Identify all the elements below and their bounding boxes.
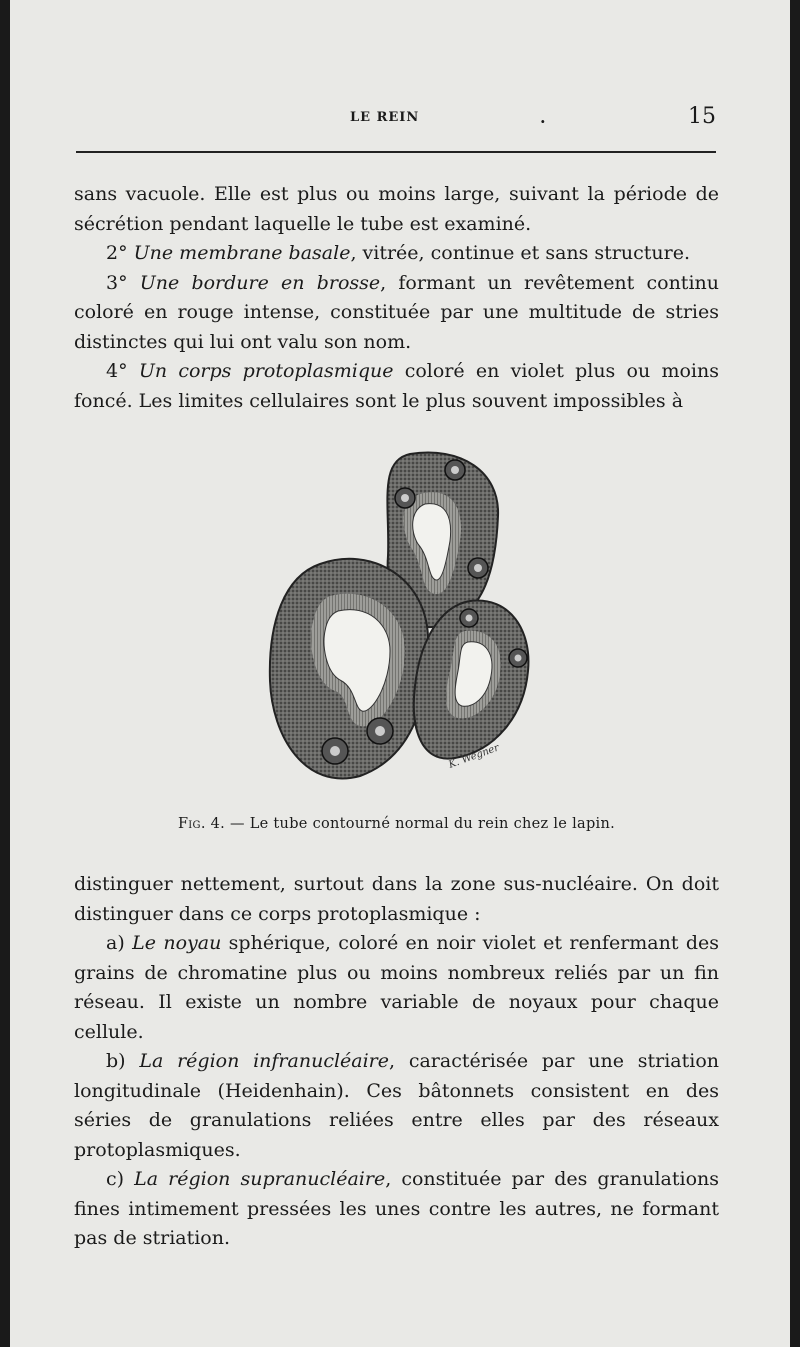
figure-kidney-tubules <box>260 446 540 791</box>
figure-caption <box>74 816 719 832</box>
italic-term: La région infranucléaire <box>139 1050 390 1072</box>
text-run: coloré en violet plus ou moins foncé. Les limites cellulaires sont le plus souvent impossibles à <box>74 360 719 412</box>
header-rule <box>76 151 716 153</box>
text-run: 2° <box>106 242 134 264</box>
text-run: distinguer nettement, surtout dans la zone sus-nucléaire. On doit distinguer dans ce corps protoplasmique : <box>74 873 719 925</box>
figure-label: Fig. 4. <box>177 816 226 832</box>
artist-signature: K. Wegner <box>447 742 501 771</box>
paragraph <box>74 357 719 416</box>
tubule-illustration <box>260 446 540 791</box>
italic-term: Le noyau <box>132 932 222 954</box>
page-number: 15 <box>688 104 716 129</box>
paragraph <box>74 269 719 358</box>
book-page <box>10 0 790 1347</box>
paragraph <box>74 929 719 1047</box>
text-run: a) <box>106 932 133 954</box>
text-block-top <box>74 180 719 416</box>
tubule-large <box>270 559 428 779</box>
text-run: c) <box>106 1168 135 1190</box>
page-header <box>10 104 790 134</box>
paragraph <box>74 870 719 929</box>
header-mark: . <box>540 108 546 127</box>
paragraph <box>74 1047 719 1165</box>
paragraph <box>74 239 719 269</box>
italic-term: La région supranucléaire <box>134 1168 386 1190</box>
text-run: sans vacuole. Elle est plus ou moins large, suivant la période de sécrétion pendant laquelle le tube est examiné. <box>74 183 719 235</box>
text-run: , caractérisée par une striation longitudinale (Heidenhain). Ces bâtonnets consistent en des séries de granulations reliées entre elles par des réseaux protoplasmiques. <box>74 1050 719 1161</box>
figure-caption-text: — Le tube contourné normal du rein chez le lapin. <box>225 816 616 832</box>
text-run: b) <box>106 1050 140 1072</box>
text-block-bottom <box>74 870 719 1254</box>
paragraph <box>74 180 719 239</box>
text-run: , constituée par des granulations fines intimement pressées les unes contre les autres, ne formant pas de striation. <box>74 1168 720 1249</box>
text-run: sphérique, coloré en noir violet et renfermant des grains de chromatine plus ou moins nombreux reliés par un fin réseau. Il existe un nombre variable de noyaux pour chaque cellule. <box>74 932 720 1043</box>
running-head: LE REIN <box>350 110 420 125</box>
text-run: 4° <box>106 360 139 382</box>
text-run: , vitrée, continue et sans structure. <box>350 242 691 264</box>
text-run: 3° <box>106 271 140 294</box>
text-run: , formant un revêtement continu coloré en rouge intense, constituée par une multitude de stries distinctes qui lui ont valu son nom. <box>74 271 719 353</box>
paragraph <box>74 1165 719 1254</box>
italic-term: Une bordure en brosse <box>139 271 381 294</box>
italic-term: Une membrane basale <box>133 242 351 264</box>
italic-term: Un corps protoplasmique <box>138 360 394 382</box>
